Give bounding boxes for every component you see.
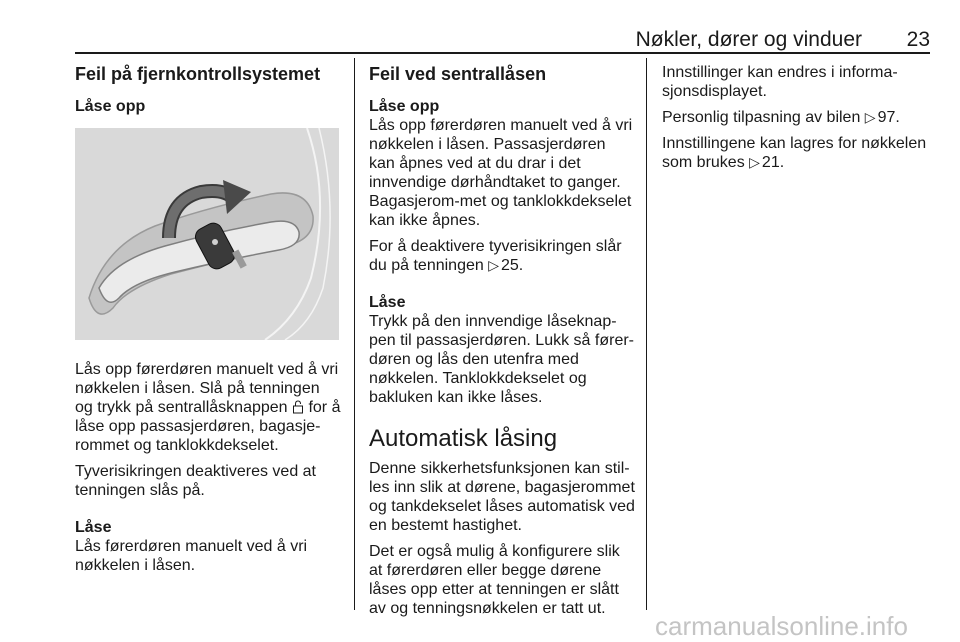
subheading-lock: Låse [75,519,112,536]
paragraph-settings-saved: Innstillingene kan lagres for nøkkelen som brukes [662,135,927,171]
paragraph-lock-button: Trykk på den innvendige låseknap-pen til passasjerdøren. Lukk så fører-døren og lås den utenfra med nøkkelen. Tanklokkdekselet og bakluken kan ikke låses. [369,313,634,406]
paragraph-unlock-manual: Lås opp førerdøren manuelt ved å vri nøkkelen i låsen. Passasjerdøren kan åpnes ved at du drar i det innvendige dørhåndtaket to ganger. Bagasjerom-met og tanklokkdekselet kan ikke åpnes. [369,117,633,229]
subheading-unlock-2: Låse opp [369,98,440,115]
xref-page-97[interactable]: 97. [877,109,900,126]
paragraph-auto-lock-desc: Denne sikkerhetsfunksjonen kan stil-les inn slik at dørene, bagasjerommet og tankdekselet låses automatisk ved en bestemt hastighet. [369,460,635,534]
column-3 [662,63,937,179]
paragraph-theft-protection: Tyverisikringen deaktiveres ved at tenningen slås på. [75,463,316,499]
subheading-lock-2: Låse [369,294,406,311]
watermark: carmanualsonline.info [655,611,908,641]
paragraph-deactivate-text: For å deaktivere tyverisikringen slår du på tenningen [369,238,622,274]
paragraph-personalization: Personlig tilpasning av bilen [662,109,865,126]
paragraph-settings-display: Innstillinger kan endres i informa-sjonsdisplayet. [662,64,898,100]
column-divider-left [354,58,355,610]
cross-reference-arrow-icon: ▷ [488,257,499,273]
subheading-unlock: Låse opp [75,98,146,115]
lock-button-icon [292,400,304,414]
page-number: 23 [906,28,930,51]
section-heading-central-lock-fault: Feil ved sentrallåsen [369,64,547,84]
xref-page-25[interactable]: 25. [501,257,524,274]
column-divider-right [646,58,647,610]
paragraph-unlock-text-b: for å låse opp passasjerdøren, bagasje-rommet og tanklokkdekselet. [75,399,341,454]
paragraph-lock: Lås førerdøren manuelt ved å vri nøkkelen i låsen. [75,538,308,574]
column-1 [75,63,341,582]
xref-page-21[interactable]: 21. [761,154,785,171]
running-header-title: Nøkler, dører og vinduer [635,28,862,51]
column-2 [369,63,635,625]
door-handle-key-illustration [75,128,339,340]
cross-reference-arrow-icon: ▷ [749,154,760,170]
section-heading-remote-fault: Feil på fjernkontrollsystemet [75,64,321,84]
paragraph-auto-unlock-config: Det er også mulig å konfigurere slik at førerdøren eller begge dørene låses opp etter at tenningen er slått av og tenningsnøkkelen er tatt ut. [369,543,620,617]
section-heading-auto-lock: Automatisk låsing [369,425,558,452]
paragraph-unlock-text-a: Lås opp førerdøren manuelt ved å vri nøkkelen i låsen. Slå på tenningen og trykk på sentrallåsknappen [75,361,339,416]
cross-reference-arrow-icon: ▷ [864,109,876,125]
header-rule [75,52,930,54]
